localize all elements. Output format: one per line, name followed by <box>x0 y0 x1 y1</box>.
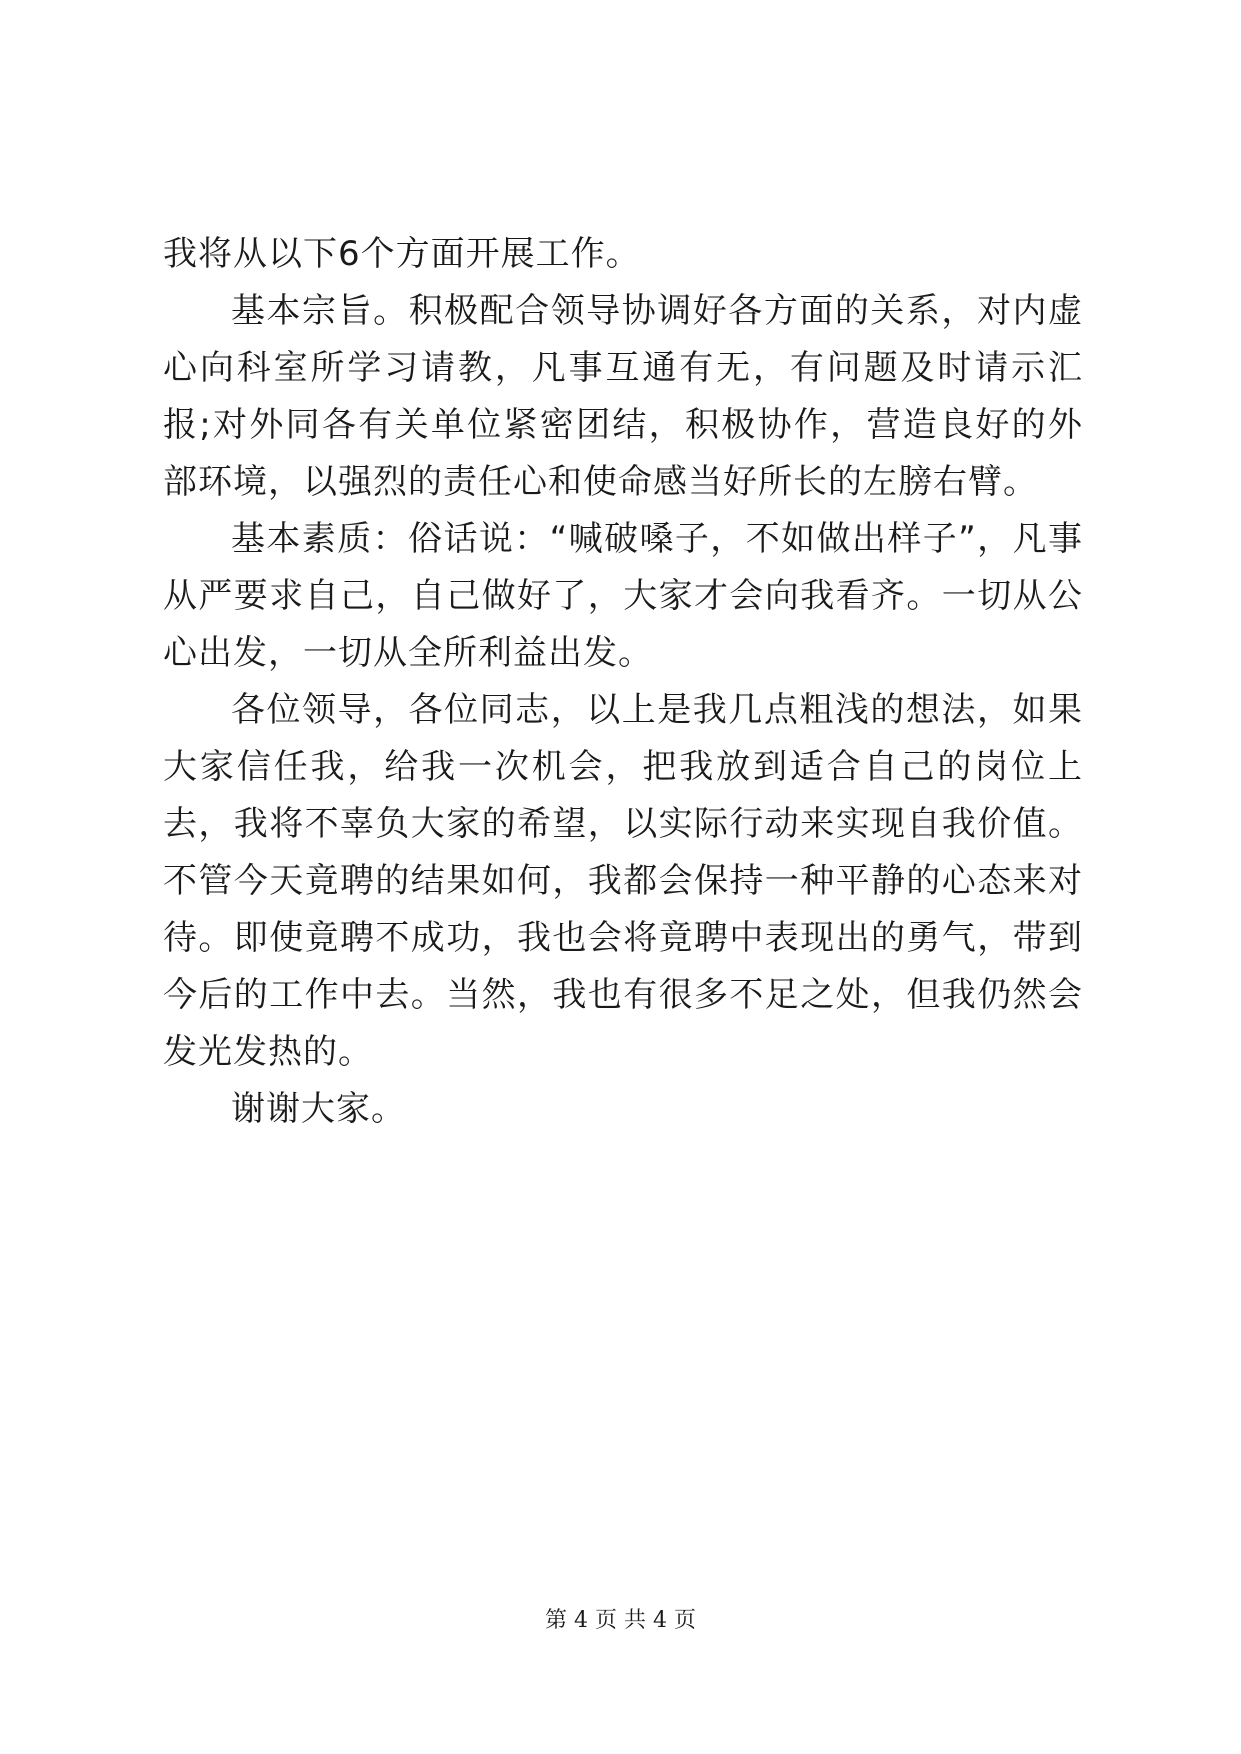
document-body <box>163 226 1083 1138</box>
page-number-footer: 第 4 页 共 4 页 <box>545 1608 696 1633</box>
paragraph-basic-quality: 基本素质：俗话说：“喊破嗓子，不如做出样子”，凡事从严要求自己，自己做好了，大家才会向我看齐。一切从公心出发，一切从全所利益出发。 <box>163 519 1083 673</box>
paragraph-intro: 我将从以下6个方面开展工作。 <box>163 234 641 274</box>
paragraph-basic-purpose: 基本宗旨。积极配合领导协调好各方面的关系，对内虚心向科室所学习请教，凡事互通有无，有问题及时请示汇报;对外同各有关单位紧密团结，积极协作，营造良好的外部环境，以强烈的责任心和使命感当好所长的左膀右臂。 <box>163 291 1083 502</box>
paragraph-thanks: 谢谢大家。 <box>231 1089 406 1129</box>
paragraph-closing-statement: 各位领导，各位同志，以上是我几点粗浅的想法，如果大家信任我，给我一次机会，把我放到适合自己的岗位上去，我将不辜负大家的希望，以实际行动来实现自我价值。不管今天竟聘的结果如何，我都会保持一种平静的心态来对待。即使竟聘不成功，我也会将竟聘中表现出的勇气，带到今后的工作中去。当然，我也有很多不足之处，但我仍然会发光发热的。 <box>163 690 1083 1072</box>
